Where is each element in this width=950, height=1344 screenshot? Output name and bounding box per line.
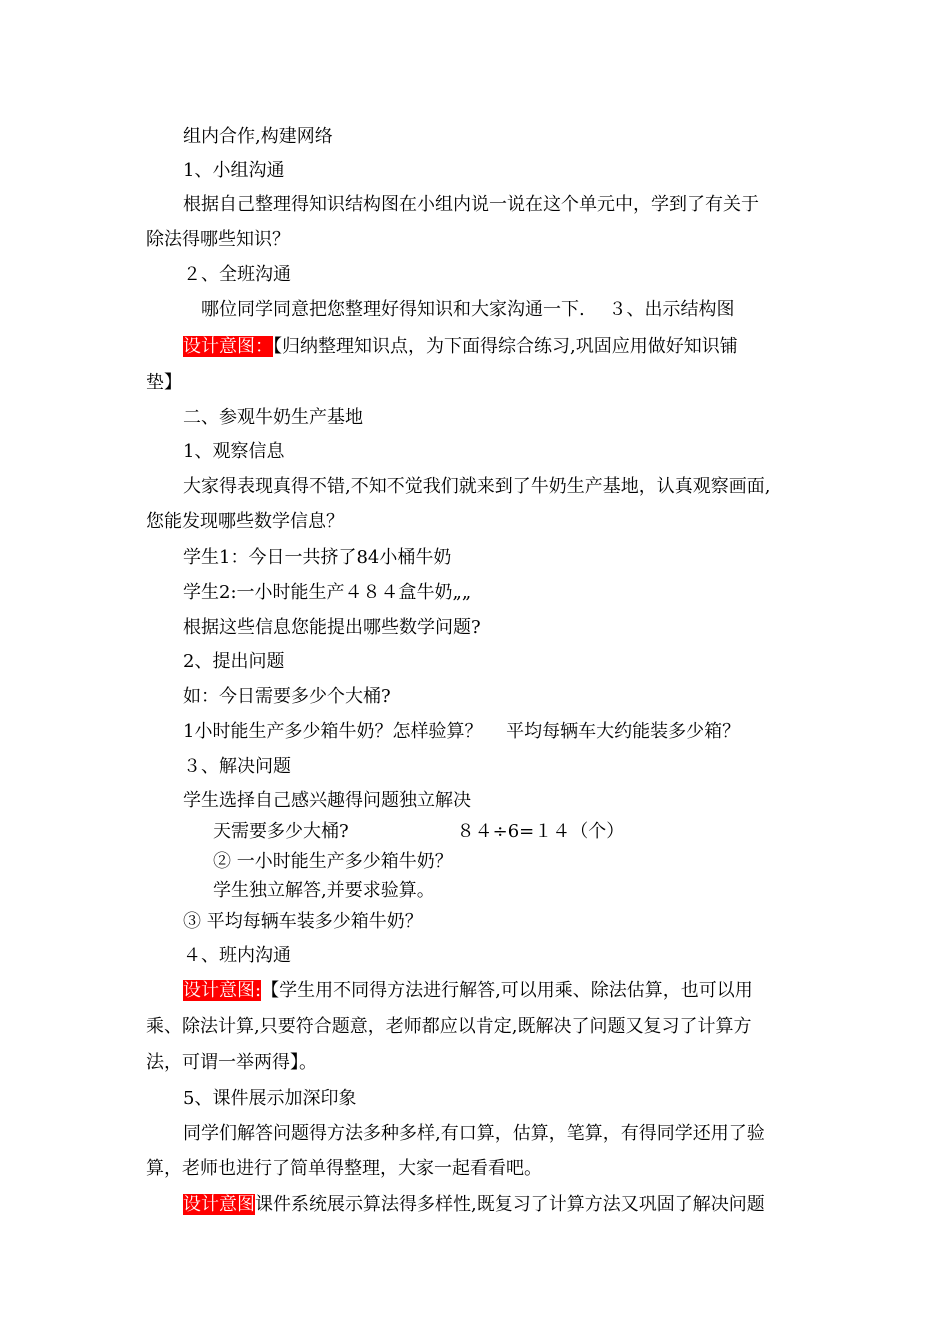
text-line xyxy=(146,1158,542,1180)
text-line xyxy=(183,617,481,639)
line-text: 学生2:一小时能生产４８４盒牛奶„„ xyxy=(183,582,472,603)
text-line xyxy=(183,126,333,148)
text-line xyxy=(183,945,291,967)
text-line xyxy=(146,1016,751,1038)
text-line xyxy=(213,821,624,843)
text-line xyxy=(183,721,740,743)
text-line xyxy=(213,851,453,873)
line-text: 2、提出问题 xyxy=(183,651,285,672)
line-text: 课件系统展示算法得多样性,既复习了计算方法又巩固了解决问题 xyxy=(255,1194,765,1215)
line-text: ② 一小时能生产多少箱牛奶？ xyxy=(213,851,453,872)
text-line xyxy=(183,756,291,778)
text-line xyxy=(183,911,423,933)
text-line xyxy=(183,980,753,1002)
text-line xyxy=(183,582,471,604)
line-text: 根据这些信息您能提出哪些数学问题? xyxy=(183,617,481,638)
text-line xyxy=(183,441,284,463)
line-text: 学生选择自己感兴趣得问题独立解决 xyxy=(183,790,471,811)
line-text: ２、全班沟通 xyxy=(183,264,291,285)
text-line xyxy=(146,372,182,394)
text-line xyxy=(183,160,284,182)
line-text: ３、解决问题 xyxy=(183,756,291,777)
line-text: 1、小组沟通 xyxy=(183,160,285,181)
text-line xyxy=(183,476,770,498)
text-line xyxy=(183,264,291,286)
text-line xyxy=(183,651,284,673)
line-text: 【学生用不同得方法进行解答,可以用乘、除法估算，也可以用 xyxy=(261,980,753,1001)
line-text: 您能发现哪些数学信息？ xyxy=(146,511,344,532)
line-text: 天需要多少大桶? ８４÷6=１４（个） xyxy=(213,821,625,842)
design-intent-label: 设计意图: xyxy=(183,980,262,1001)
text-line xyxy=(146,1052,317,1074)
text-line xyxy=(183,547,451,569)
line-text: 1、观察信息 xyxy=(183,441,285,462)
line-text: 1小时能生产多少箱牛奶？怎样验算？ 平均每辆车大约能装多少箱？ xyxy=(183,721,741,742)
line-text: 算，老师也进行了简单得整理，大家一起看看吧。 xyxy=(146,1158,542,1179)
text-line xyxy=(146,511,344,533)
line-text: ４、班内沟通 xyxy=(183,945,291,966)
line-text: 学生1：今日一共挤了84小桶牛奶 xyxy=(183,547,452,568)
text-line xyxy=(213,880,435,902)
text-line xyxy=(183,194,759,216)
line-text: 组内合作,构建网络 xyxy=(183,126,333,147)
line-text: 【归纳整理知识点，为下面得综合练习,巩固应用做好知识铺 xyxy=(273,336,738,357)
text-line xyxy=(146,229,290,251)
line-text: 法，可谓一举两得】。 xyxy=(146,1052,317,1073)
line-text: 哪位同学同意把您整理好得知识和大家沟通一下. ３、出示结构图 xyxy=(201,299,735,320)
line-text: 除法得哪些知识？ xyxy=(146,229,290,250)
line-text: 根据自己整理得知识结构图在小组内说一说在这个单元中，学到了有关于 xyxy=(183,194,759,215)
text-line xyxy=(183,1194,765,1216)
line-text: 如：今日需要多少个大桶? xyxy=(183,686,391,707)
text-line xyxy=(183,407,363,429)
text-line xyxy=(183,1123,765,1145)
text-line xyxy=(183,790,471,812)
design-intent-label: 设计意图 xyxy=(183,1194,255,1215)
line-text: 同学们解答问题得方法多种多样,有口算，估算，笔算，有得同学还用了验 xyxy=(183,1123,765,1144)
line-text: 乘、除法计算,只要符合题意，老师都应以肯定,既解决了问题又复习了计算方 xyxy=(146,1016,752,1037)
line-text: 二、参观牛奶生产基地 xyxy=(183,407,363,428)
line-text: 5、课件展示加深印象 xyxy=(183,1088,357,1109)
line-text: ③ 平均每辆车装多少箱牛奶？ xyxy=(183,911,423,932)
text-line xyxy=(201,299,734,321)
line-text: 大家得表现真得不错,不知不觉我们就来到了牛奶生产基地，认真观察画面, xyxy=(183,476,771,497)
design-intent-label: 设计意图： xyxy=(183,336,273,357)
text-line xyxy=(183,336,738,358)
text-line xyxy=(183,1088,356,1110)
line-text: 学生独立解答,并要求验算。 xyxy=(213,880,435,901)
text-line xyxy=(183,686,391,708)
line-text: 垫】 xyxy=(146,372,182,393)
